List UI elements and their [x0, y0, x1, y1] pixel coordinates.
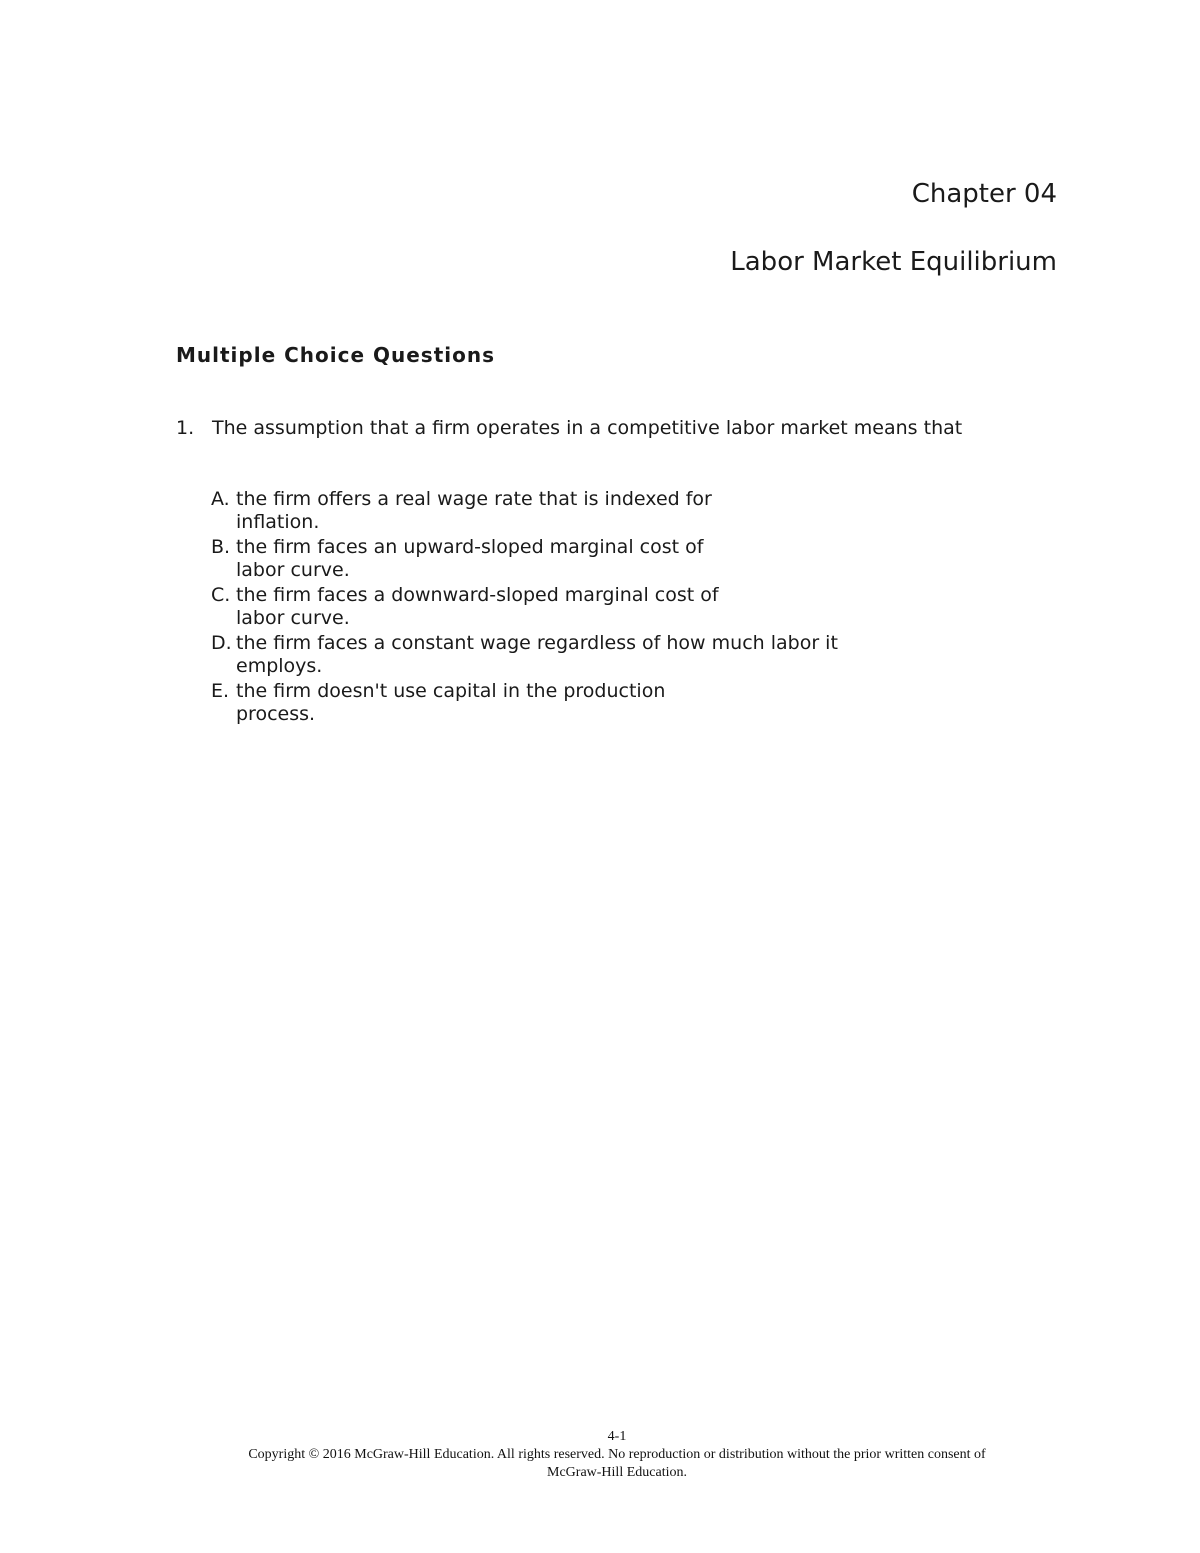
option-text-line: the firm doesn't use capital in the production	[236, 680, 666, 702]
option-e[interactable]	[211, 680, 911, 726]
option-text-line: employs.	[236, 655, 323, 677]
option-d[interactable]	[211, 632, 911, 678]
chapter-title: Labor Market Equilibrium	[730, 247, 1057, 277]
section-heading: Multiple Choice Questions	[176, 343, 496, 367]
chapter-label: Chapter 04	[911, 179, 1057, 209]
option-letter: E.	[211, 680, 230, 702]
option-text-line: the firm faces an upward-sloped marginal cost of	[236, 536, 704, 558]
copyright-line: Copyright © 2016 McGraw-Hill Education. All rights reserved. No reproduction or distribution without the prior written consent of	[248, 1447, 986, 1462]
option-text-line: labor curve.	[236, 559, 350, 581]
page-number: 4-1	[607, 1429, 627, 1444]
option-letter: D.	[211, 632, 232, 654]
option-text-line: process.	[236, 703, 316, 725]
question-text: The assumption that a firm operates in a competitive labor market means that	[212, 417, 963, 439]
question-number: 1.	[176, 417, 195, 439]
option-c[interactable]	[211, 584, 911, 630]
page-footer	[0, 1428, 1200, 1482]
option-text-line: labor curve.	[236, 607, 350, 629]
question-1	[176, 415, 962, 441]
option-b[interactable]	[211, 536, 911, 582]
option-letter: B.	[211, 536, 231, 558]
copyright-line: McGraw-Hill Education.	[547, 1465, 687, 1480]
option-text-line: the firm offers a real wage rate that is indexed for	[236, 488, 712, 510]
option-letter: C.	[211, 584, 231, 606]
answer-options	[211, 488, 911, 728]
option-a[interactable]	[211, 488, 911, 534]
option-text-line: the firm faces a downward-sloped marginal cost of	[236, 584, 719, 606]
option-text-line: inflation.	[236, 511, 320, 533]
option-letter: A.	[211, 488, 230, 510]
option-text-line: the firm faces a constant wage regardless of how much labor it	[236, 632, 838, 654]
